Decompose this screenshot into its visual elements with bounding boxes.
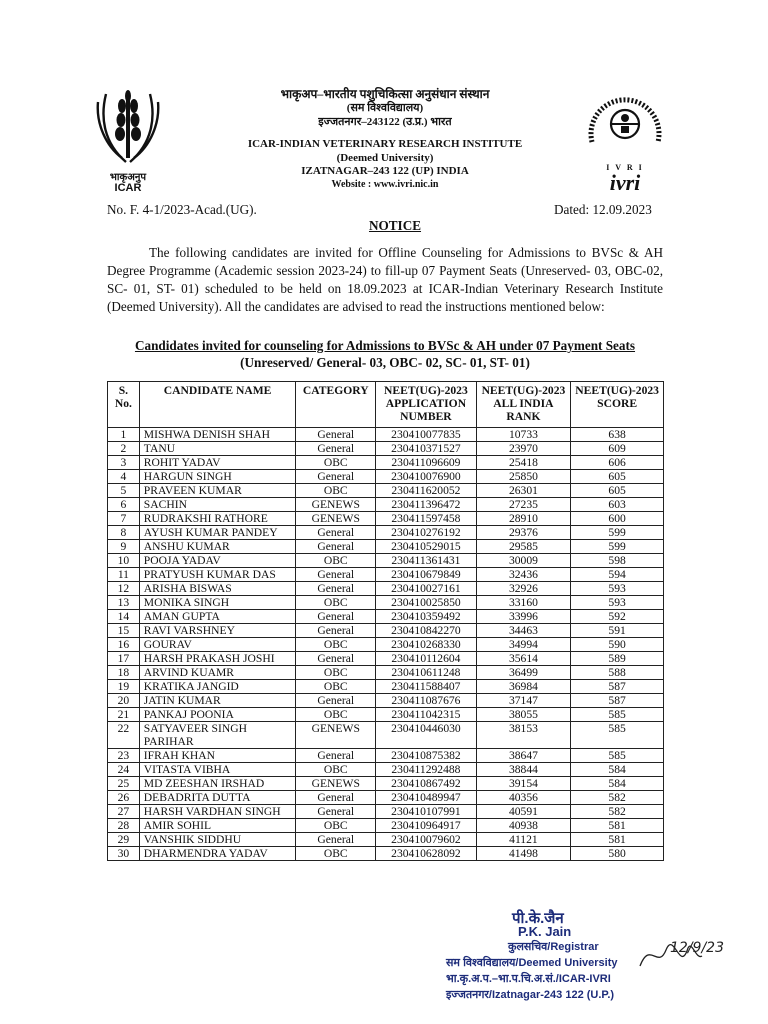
cell-category: OBC [296,763,376,777]
table-row [108,526,664,540]
cell-category: OBC [296,708,376,722]
signature-hindi-name: पी.के.जैन [512,910,564,927]
cell-score: 584 [571,777,664,791]
cell-candidate-name: RUDRAKSHI RATHORE [139,512,296,526]
cell-category: General [296,442,376,456]
cell-category: OBC [296,638,376,652]
cell-sno: 14 [108,610,140,624]
cell-application-number: 230410076900 [376,470,476,484]
cell-score: 603 [571,498,664,512]
cell-score: 588 [571,666,664,680]
cell-all-india-rank: 40356 [476,791,571,805]
cell-category: OBC [296,819,376,833]
cell-candidate-name: AYUSH KUMAR PANDEY [139,526,296,540]
notice-paragraph-text: The following candidates are invited for Offline Counseling for Admissions to BVSc & AH Degree Programme (Academic session 2023-24) to fill-up 07 Payment Seats (Unreserved- 03, OBC-02, SC- 01, ST- 01) scheduled to be held on 18.09.2023 at ICAR-Indian Veterinary Research Institute (Deemed University). All the candidates are advised to read the instructions mentioned below: [107,245,663,314]
table-row [108,652,664,666]
cell-application-number: 230411096609 [376,456,476,470]
cell-score: 582 [571,791,664,805]
cell-all-india-rank: 32436 [476,568,571,582]
cell-category: General [296,568,376,582]
cell-all-india-rank: 32926 [476,582,571,596]
table-row [108,428,664,442]
cell-sno: 4 [108,470,140,484]
cell-sno: 20 [108,694,140,708]
cell-sno: 7 [108,512,140,526]
cell-candidate-name: PRAVEEN KUMAR [139,484,296,498]
table-row [108,847,664,861]
table-header-row [108,382,664,428]
table-row [108,498,664,512]
cell-score: 587 [571,694,664,708]
cell-application-number: 230410079602 [376,833,476,847]
cell-sno: 10 [108,554,140,568]
cell-candidate-name: VANSHIK SIDDHU [139,833,296,847]
cell-score: 593 [571,596,664,610]
header-sno: S. No. [108,382,140,428]
cell-all-india-rank: 23970 [476,442,571,456]
cell-all-india-rank: 30009 [476,554,571,568]
cell-application-number: 230410268330 [376,638,476,652]
ivri-logo-letters: I V R I [606,163,644,172]
cell-score: 592 [571,610,664,624]
table-row [108,512,664,526]
cell-candidate-name: AMAN GUPTA [139,610,296,624]
cell-score: 582 [571,805,664,819]
cell-sno: 3 [108,456,140,470]
cell-sno: 6 [108,498,140,512]
cell-candidate-name: HARSH VARDHAN SINGH [139,805,296,819]
cell-application-number: 230410107991 [376,805,476,819]
cell-score: 584 [571,763,664,777]
cell-candidate-name: SACHIN [139,498,296,512]
cell-candidate-name: DHARMENDRA YADAV [139,847,296,861]
cell-application-number: 230410611248 [376,666,476,680]
cell-candidate-name: ROHIT YADAV [139,456,296,470]
cell-sno: 18 [108,666,140,680]
table-row [108,540,664,554]
cell-candidate-name: MONIKA SINGH [139,596,296,610]
cell-sno: 29 [108,833,140,847]
cell-application-number: 230410628092 [376,847,476,861]
cell-application-number: 230411396472 [376,498,476,512]
cell-score: 585 [571,749,664,763]
cell-category: General [296,624,376,638]
notice-paragraph [107,244,663,316]
cell-all-india-rank: 34463 [476,624,571,638]
cell-score: 605 [571,470,664,484]
cell-candidate-name: ARVIND KUAMR [139,666,296,680]
cell-candidate-name: DEBADRITA DUTTA [139,791,296,805]
cell-category: GENEWS [296,498,376,512]
cell-category: General [296,540,376,554]
cell-score: 594 [571,568,664,582]
cell-sno: 15 [108,624,140,638]
cell-all-india-rank: 38844 [476,763,571,777]
table-row [108,666,664,680]
cell-score: 599 [571,540,664,554]
cell-score: 593 [571,582,664,596]
cell-all-india-rank: 28910 [476,512,571,526]
cell-all-india-rank: 26301 [476,484,571,498]
header-deemed-university: (Deemed University) [336,152,434,164]
cell-score: 580 [571,847,664,861]
cell-candidate-name: MD ZEESHAN IRSHAD [139,777,296,791]
table-row [108,680,664,694]
table-row [108,484,664,498]
cell-candidate-name: PRATYUSH KUMAR DAS [139,568,296,582]
cell-candidate-name: PANKAJ POONIA [139,708,296,722]
cell-application-number: 230411042315 [376,708,476,722]
cell-sno: 13 [108,596,140,610]
cell-all-india-rank: 25850 [476,470,571,484]
table-row [108,638,664,652]
cell-all-india-rank: 29376 [476,526,571,540]
table-row [108,805,664,819]
header-all-india-rank: NEET(UG)-2023 ALL INDIA RANK [476,382,571,428]
cell-candidate-name: AMIR SOHIL [139,819,296,833]
candidates-table [107,381,664,861]
header-application-number: NEET(UG)-2023 APPLICATION NUMBER [376,382,476,428]
cell-sno: 19 [108,680,140,694]
cell-category: OBC [296,847,376,861]
cell-sno: 21 [108,708,140,722]
cell-category: General [296,428,376,442]
cell-category: General [296,582,376,596]
signature-icar-ivri: भा.कृ.अ.प.–भा.प.चि.अ.सं./ICAR-IVRI [446,973,611,985]
table-row [108,819,664,833]
cell-score: 606 [571,456,664,470]
cell-application-number: 230410867492 [376,777,476,791]
cell-candidate-name: RAVI VARSHNEY [139,624,296,638]
signature-title: कुलसचिव/Registrar [508,941,599,953]
cell-all-india-rank: 38153 [476,722,571,749]
signature-deemed: सम विश्वविद्यालय/Deemed University [446,957,618,969]
signature-izatnagar: इज्जतनगर/Izatnagar-243 122 (U.P.) [446,989,615,1001]
cell-score: 600 [571,512,664,526]
cell-application-number: 230410077835 [376,428,476,442]
cell-category: General [296,610,376,624]
header-hindi-institute: भाकृअप–भारतीय पशुचिकित्सा अनुसंधान संस्थान [280,87,490,101]
cell-application-number: 230410027161 [376,582,476,596]
cell-application-number: 230411620052 [376,484,476,498]
header-address: IZATNAGAR–243 122 (UP) INDIA [301,165,469,177]
notice-date: Dated: 12.09.2023 [554,202,652,217]
cell-category: General [296,526,376,540]
reference-number: No. F. 4-1/2023-Acad.(UG). [107,202,257,217]
cell-score: 585 [571,708,664,722]
cell-application-number: 230410529015 [376,540,476,554]
cell-candidate-name: HARSH PRAKASH JOSHI [139,652,296,666]
header-hindi-address: इज्जतनगर–243122 (उ.प्र.) भारत [318,116,452,128]
table-row [108,554,664,568]
cell-score: 591 [571,624,664,638]
cell-all-india-rank: 39154 [476,777,571,791]
cell-all-india-rank: 10733 [476,428,571,442]
cell-application-number: 230411588407 [376,680,476,694]
cell-score: 609 [571,442,664,456]
cell-all-india-rank: 38055 [476,708,571,722]
cell-all-india-rank: 35614 [476,652,571,666]
cell-sno: 9 [108,540,140,554]
table-row [108,470,664,484]
cell-category: General [296,805,376,819]
table-row [108,791,664,805]
cell-score: 638 [571,428,664,442]
cell-all-india-rank: 37147 [476,694,571,708]
cell-sno: 2 [108,442,140,456]
cell-all-india-rank: 25418 [476,456,571,470]
cell-application-number: 230411087676 [376,694,476,708]
table-row [108,582,664,596]
table-row [108,624,664,638]
table-row [108,722,664,749]
cell-category: General [296,652,376,666]
cell-application-number: 230411597458 [376,512,476,526]
cell-sno: 12 [108,582,140,596]
header-score: NEET(UG)-2023 SCORE [571,382,664,428]
cell-application-number: 230410446030 [376,722,476,749]
table-row [108,749,664,763]
cell-candidate-name: SATYAVEER SINGH PARIHAR [139,722,296,749]
header-candidate-name: CANDIDATE NAME [139,382,296,428]
cell-application-number: 230410679849 [376,568,476,582]
table-row [108,833,664,847]
cell-application-number: 230410112604 [376,652,476,666]
cell-sno: 25 [108,777,140,791]
cell-category: General [296,833,376,847]
cell-sno: 23 [108,749,140,763]
cell-all-india-rank: 36499 [476,666,571,680]
header-institute-name: ICAR-INDIAN VETERINARY RESEARCH INSTITUTE [247,138,523,150]
table-row [108,596,664,610]
cell-category: OBC [296,666,376,680]
cell-all-india-rank: 41121 [476,833,571,847]
ivri-logo [580,84,670,194]
cell-all-india-rank: 33160 [476,596,571,610]
cell-category: General [296,694,376,708]
cell-candidate-name: MISHWA DENISH SHAH [139,428,296,442]
cell-sno: 8 [108,526,140,540]
cell-all-india-rank: 40938 [476,819,571,833]
cell-candidate-name: TANU [139,442,296,456]
cell-score: 590 [571,638,664,652]
cell-application-number: 230410371527 [376,442,476,456]
table-caption-line1: Candidates invited for counseling for Admissions to BVSc & AH under 07 Payment Seats [134,338,636,353]
cell-score: 585 [571,722,664,749]
cell-all-india-rank: 34994 [476,638,571,652]
header-category: CATEGORY [296,382,376,428]
cell-sno: 30 [108,847,140,861]
notice-title: NOTICE [368,218,422,233]
cell-category: OBC [296,680,376,694]
cell-category: OBC [296,484,376,498]
cell-category: GENEWS [296,777,376,791]
cell-category: General [296,749,376,763]
cell-sno: 28 [108,819,140,833]
cell-all-india-rank: 33996 [476,610,571,624]
cell-application-number: 230411361431 [376,554,476,568]
cell-score: 587 [571,680,664,694]
cell-sno: 17 [108,652,140,666]
table-row [108,694,664,708]
cell-sno: 24 [108,763,140,777]
cell-application-number: 230410359492 [376,610,476,624]
cell-candidate-name: POOJA YADAV [139,554,296,568]
table-row [108,456,664,470]
ivri-logo-script: ivri [609,170,641,195]
cell-score: 589 [571,652,664,666]
cell-sno: 16 [108,638,140,652]
cell-application-number: 230411292488 [376,763,476,777]
cell-category: GENEWS [296,722,376,749]
cell-all-india-rank: 36984 [476,680,571,694]
cell-application-number: 230410875382 [376,749,476,763]
table-caption-line2: (Unreserved/ General- 03, OBC- 02, SC- 01, ST- 01) [240,355,530,370]
candidates-table-body [108,428,664,861]
cell-category: General [296,791,376,805]
cell-category: OBC [296,554,376,568]
cell-application-number: 230410489947 [376,791,476,805]
cell-score: 581 [571,833,664,847]
cell-category: GENEWS [296,512,376,526]
cell-category: OBC [296,456,376,470]
cell-all-india-rank: 27235 [476,498,571,512]
table-row [108,568,664,582]
cell-application-number: 230410842270 [376,624,476,638]
table-row [108,763,664,777]
cell-candidate-name: ARISHA BISWAS [139,582,296,596]
cell-category: OBC [296,596,376,610]
cell-candidate-name: GOURAV [139,638,296,652]
cell-candidate-name: VITASTA VIBHA [139,763,296,777]
header-hindi-deemed: (सम विश्वविद्यालय) [346,102,424,114]
cell-sno: 27 [108,805,140,819]
icar-logo-hindi: भाकृअनुप [109,172,147,183]
header-website: Website : www.ivri.nic.in [331,179,439,190]
signature-name: P.K. Jain [518,924,572,939]
cell-candidate-name: HARGUN SINGH [139,470,296,484]
cell-candidate-name: ANSHU KUMAR [139,540,296,554]
table-row [108,708,664,722]
cell-all-india-rank: 38647 [476,749,571,763]
cell-sno: 5 [108,484,140,498]
handwritten-date: 12/9/23 [670,940,724,956]
cell-score: 581 [571,819,664,833]
cell-sno: 11 [108,568,140,582]
cell-candidate-name: IFRAH KHAN [139,749,296,763]
cell-candidate-name: JATIN KUMAR [139,694,296,708]
handwritten-signature [636,930,746,980]
cell-score: 598 [571,554,664,568]
cell-score: 605 [571,484,664,498]
cell-application-number: 230410964917 [376,819,476,833]
icar-logo-text: ICAR [114,182,142,194]
cell-all-india-rank: 41498 [476,847,571,861]
cell-sno: 22 [108,722,140,749]
icar-logo [92,88,164,194]
cell-candidate-name: KRATIKA JANGID [139,680,296,694]
cell-sno: 26 [108,791,140,805]
cell-all-india-rank: 40591 [476,805,571,819]
cell-all-india-rank: 29585 [476,540,571,554]
table-row [108,610,664,624]
cell-sno: 1 [108,428,140,442]
cell-category: General [296,470,376,484]
cell-score: 599 [571,526,664,540]
table-row [108,777,664,791]
cell-application-number: 230410276192 [376,526,476,540]
cell-application-number: 230410025850 [376,596,476,610]
table-row [108,442,664,456]
